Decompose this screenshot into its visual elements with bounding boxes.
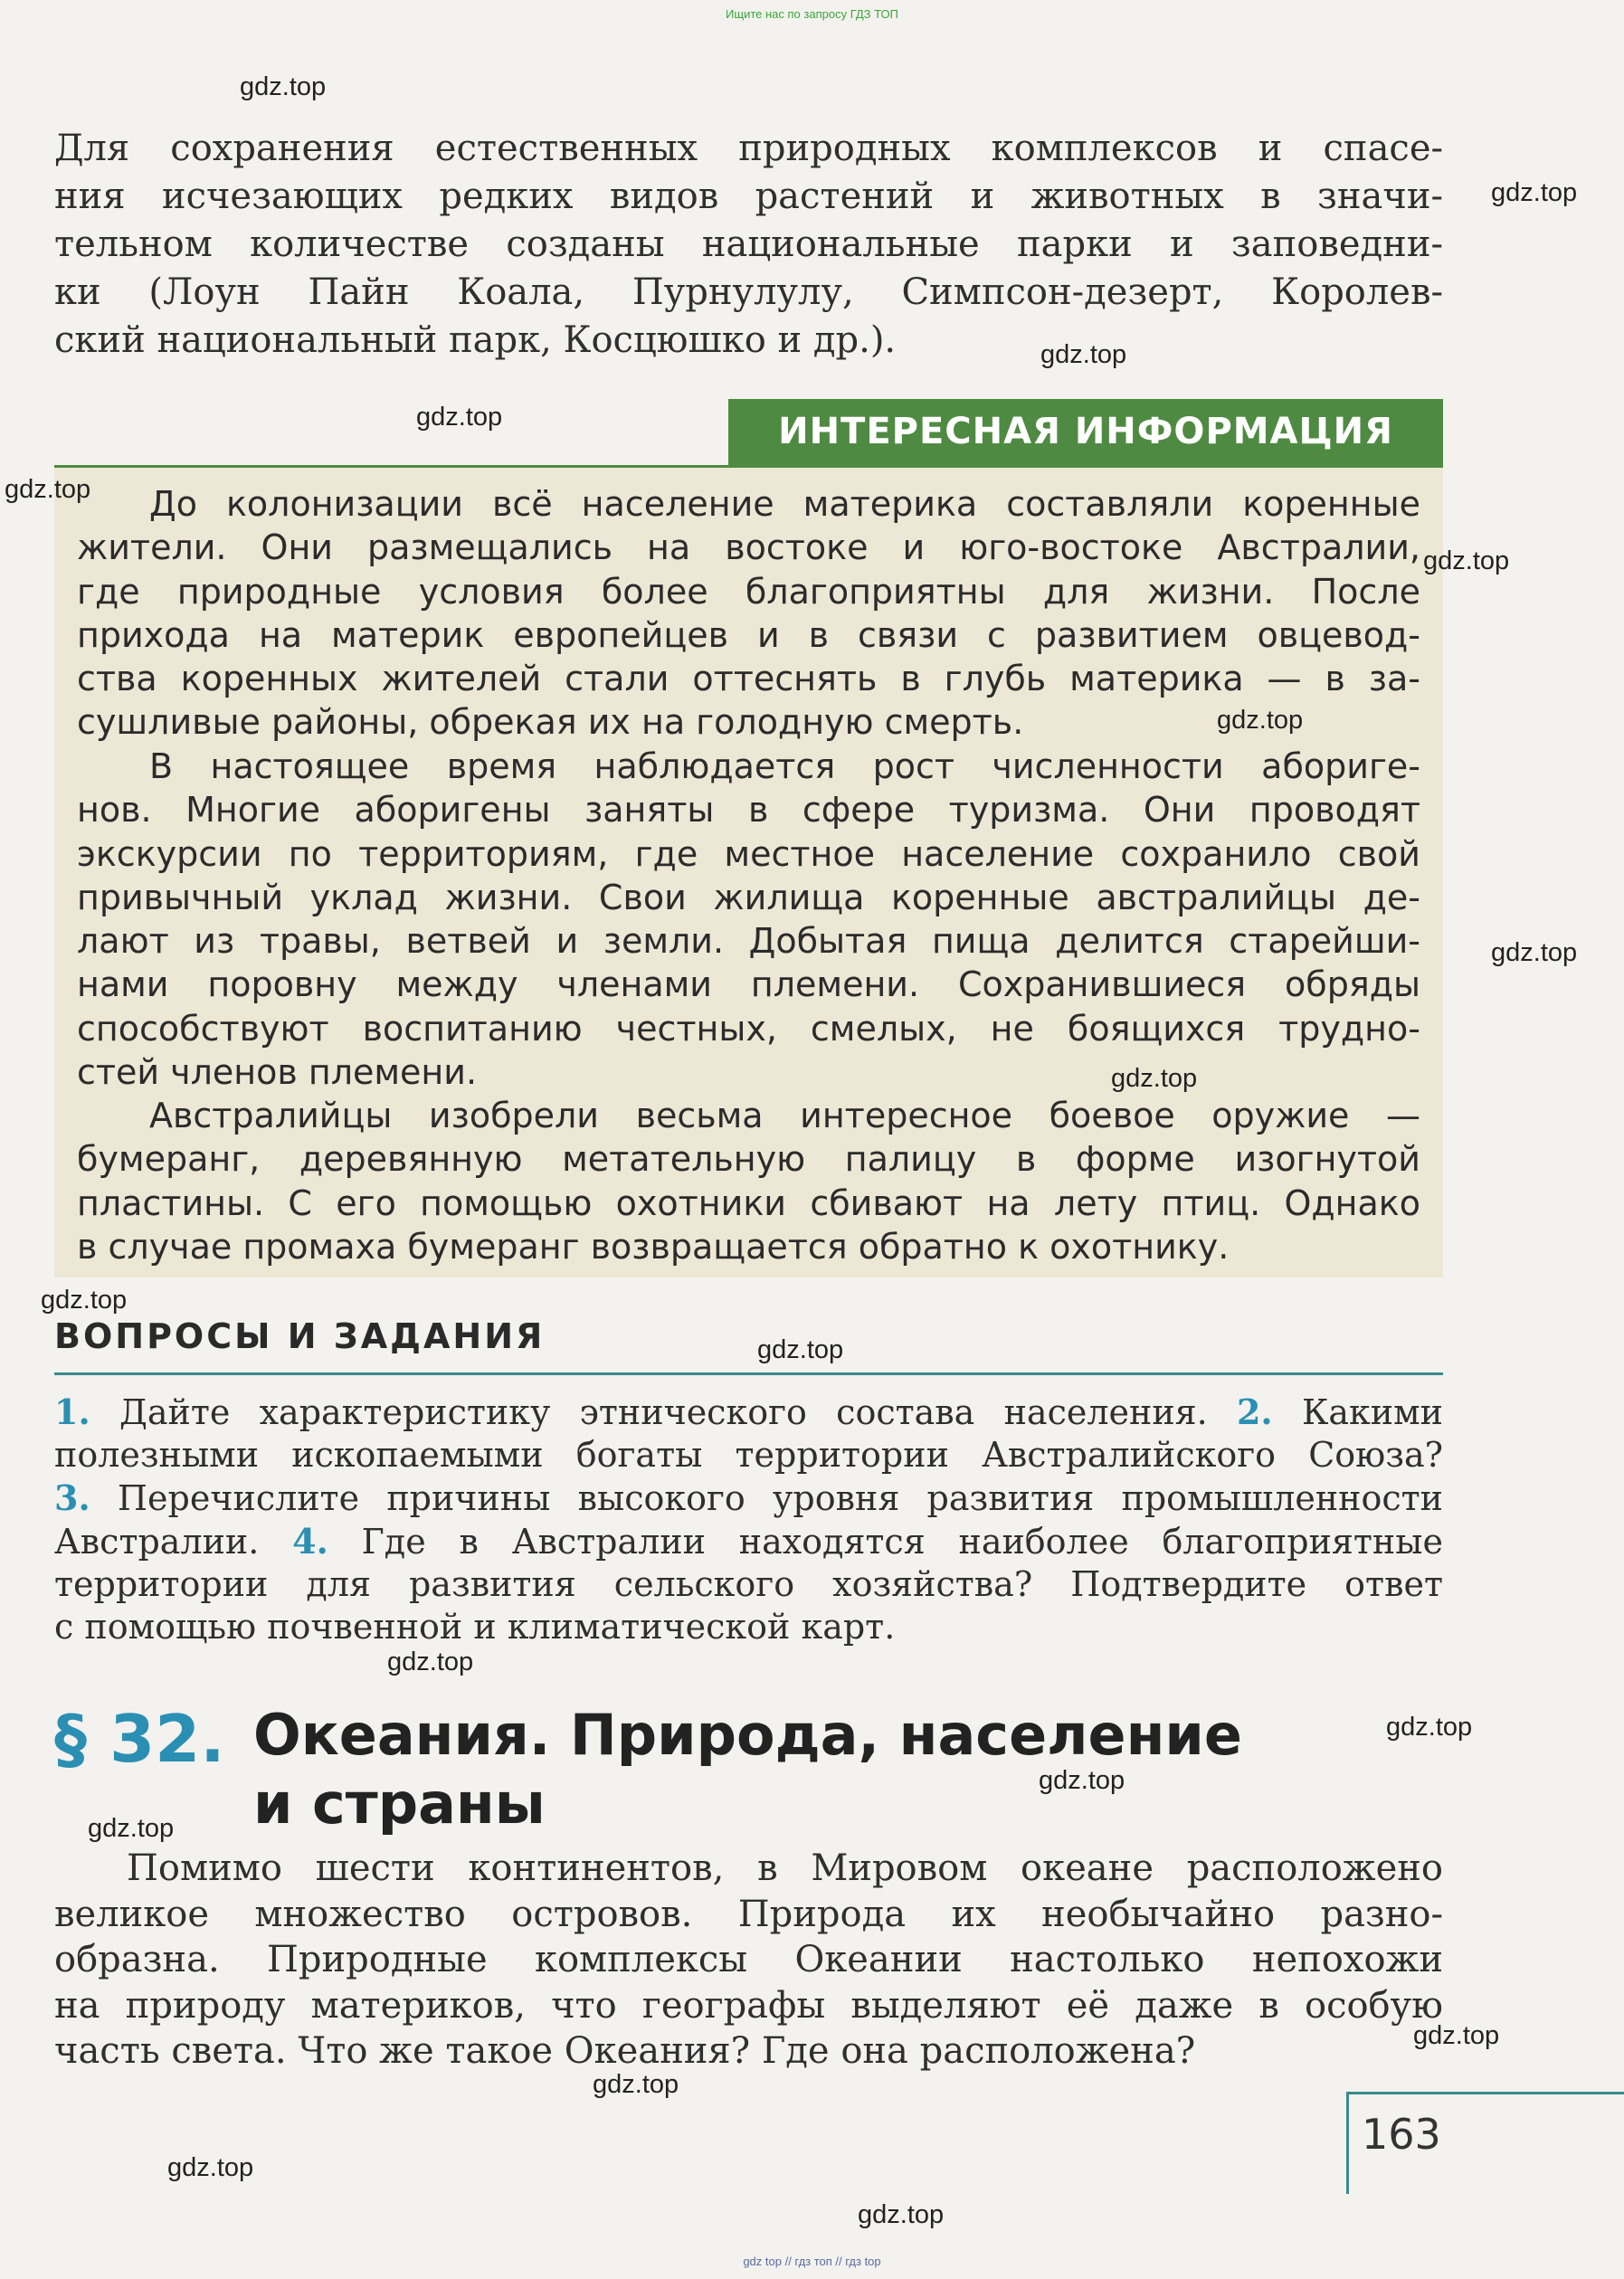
text-line: часть света. Что же такое Океания? Где она расположена? <box>54 2030 1196 2072</box>
watermark: gdz.top <box>416 403 503 432</box>
question-line: территории для развития сельского хозяйства? Подтвердите ответ <box>54 1564 1443 1604</box>
watermark: gdz.top <box>1413 2021 1500 2050</box>
question-number: 2. <box>1236 1391 1273 1432</box>
info-divider <box>54 465 1443 468</box>
question-number: 3. <box>54 1477 90 1518</box>
text-line: привычный уклад жизни. Свои жилища коренные австралийцы де- <box>77 877 1420 917</box>
question-line: полезными ископаемыми богаты территории Австралийского Союза? <box>54 1435 1443 1475</box>
questions-heading: ВОПРОСЫ И ЗАДАНИЯ <box>54 1316 546 1356</box>
watermark: gdz.top <box>1386 1713 1473 1742</box>
text-line: в случае промаха бумеранг возвращается обратно к охотнику. <box>77 1226 1230 1267</box>
watermark: gdz.top <box>167 2153 254 2182</box>
questions-divider <box>54 1372 1443 1375</box>
info-paragraph-3 <box>77 1094 1420 1268</box>
question-text: Дайте характеристику этнического состава населения. <box>119 1392 1208 1432</box>
question-line <box>54 1520 1443 1563</box>
bottom-note: gdz top // гдз топ // гдз top <box>743 2255 881 2268</box>
text-line: нов. Многие аборигены заняты в сфере туризма. Они проводят <box>77 790 1420 831</box>
text-line: лают из травы, ветвей и земли. Добытая пища делится старейши- <box>77 921 1420 962</box>
info-banner: ИНТЕРЕСНАЯ ИНФОРМАЦИЯ <box>728 399 1443 465</box>
oceania-paragraph <box>54 1846 1443 2075</box>
questions-list <box>54 1391 1443 1648</box>
text-line: ства коренных жителей стали оттеснять в глубь материка — в за- <box>77 659 1420 699</box>
question-line <box>54 1477 1443 1520</box>
watermark: gdz.top <box>1423 546 1510 575</box>
text-line: Для сохранения естественных природных комплексов и спасе- <box>54 128 1443 169</box>
watermark: gdz.top <box>1039 1766 1125 1795</box>
info-paragraph-2 <box>77 745 1420 1094</box>
text-line: бумеранг, деревянную метательную палицу в форме изогнутой <box>77 1139 1420 1180</box>
watermark: gdz.top <box>858 2200 945 2229</box>
top-search-note: Ищите нас по запросу ГДЗ ТОП <box>726 7 898 21</box>
section-number: § 32. <box>54 1701 225 1777</box>
question-text: Какими <box>1301 1392 1443 1432</box>
text-line: Помимо шести континентов, в Мировом океане расположено <box>127 1847 1443 1889</box>
section-title-line: и страны <box>253 1771 546 1837</box>
watermark: gdz.top <box>41 1286 128 1315</box>
text-line: способствуют воспитанию честных, смелых, не боящихся трудно- <box>77 1008 1420 1049</box>
page-number: 163 <box>1362 2110 1441 2159</box>
text-line: жители. Они размещались на востоке и юго-востоке Австралии, <box>77 527 1420 568</box>
watermark: gdz.top <box>5 475 91 504</box>
intro-paragraph <box>54 125 1443 365</box>
text-line: нами поровну между членами племени. Сохранившиеся обряды <box>77 964 1420 1005</box>
question-text: Австралии. <box>54 1522 260 1562</box>
text-line: Австралийцы изобрели весьма интересное боевое оружие — <box>149 1096 1420 1135</box>
watermark: gdz.top <box>757 1335 844 1364</box>
section-title-line: Океания. Природа, население <box>253 1702 1242 1768</box>
text-line: стей членов племени. <box>77 1052 478 1093</box>
text-line: ский национальный парк, Косцюшко и др.). <box>54 319 897 361</box>
question-number: 1. <box>54 1391 90 1432</box>
text-line: пластины. С его помощью охотники сбивают на лету птиц. Однако <box>77 1182 1420 1223</box>
watermark: gdz.top <box>240 72 327 101</box>
text-line: экскурсии по территориям, где местное население сохранило свой <box>77 833 1420 874</box>
text-line: В настоящее время наблюдается рост численности абориге- <box>149 746 1420 786</box>
question-text: Перечислите причины высокого уровня развития промышленности <box>117 1478 1443 1518</box>
text-line: тельном количестве созданы национальные парки и заповедни- <box>54 223 1443 265</box>
question-text: Где в Австралии находятся наиболее благоприятные <box>361 1522 1443 1562</box>
text-line: До колонизации всё население материка составляли коренные <box>149 484 1420 524</box>
text-line: ния исчезающих редких видов растений и животных в значи- <box>54 176 1443 217</box>
text-line: великое множество островов. Природа их необычайно разно- <box>54 1893 1443 1935</box>
watermark: gdz.top <box>1217 706 1304 735</box>
watermark: gdz.top <box>1111 1064 1198 1093</box>
watermark: gdz.top <box>387 1648 474 1676</box>
text-line: сушливые районы, обрекая их на голодную смерть. <box>77 702 1024 743</box>
watermark: gdz.top <box>88 1814 175 1843</box>
text-line: образна. Природные комплексы Океании настолько непохожи <box>54 1939 1443 1980</box>
text-line: на природу материков, что географы выделяют её даже в особую <box>54 1984 1443 2027</box>
question-number: 4. <box>292 1521 328 1562</box>
text-line: прихода на материк европейцев и в связи с развитием овцевод- <box>77 614 1420 655</box>
watermark: gdz.top <box>1491 938 1578 967</box>
question-line: с помощью почвенной и климатической карт. <box>54 1607 896 1647</box>
question-line <box>54 1391 1443 1434</box>
watermark: gdz.top <box>593 2070 679 2099</box>
text-line: где природные условия более благоприятны для жизни. После <box>77 571 1420 612</box>
watermark: gdz.top <box>1040 340 1127 369</box>
text-line: ки (Лоун Пайн Коала, Пурнулулу, Симпсон-дезерт, Королев- <box>54 271 1443 313</box>
watermark: gdz.top <box>1491 178 1578 207</box>
